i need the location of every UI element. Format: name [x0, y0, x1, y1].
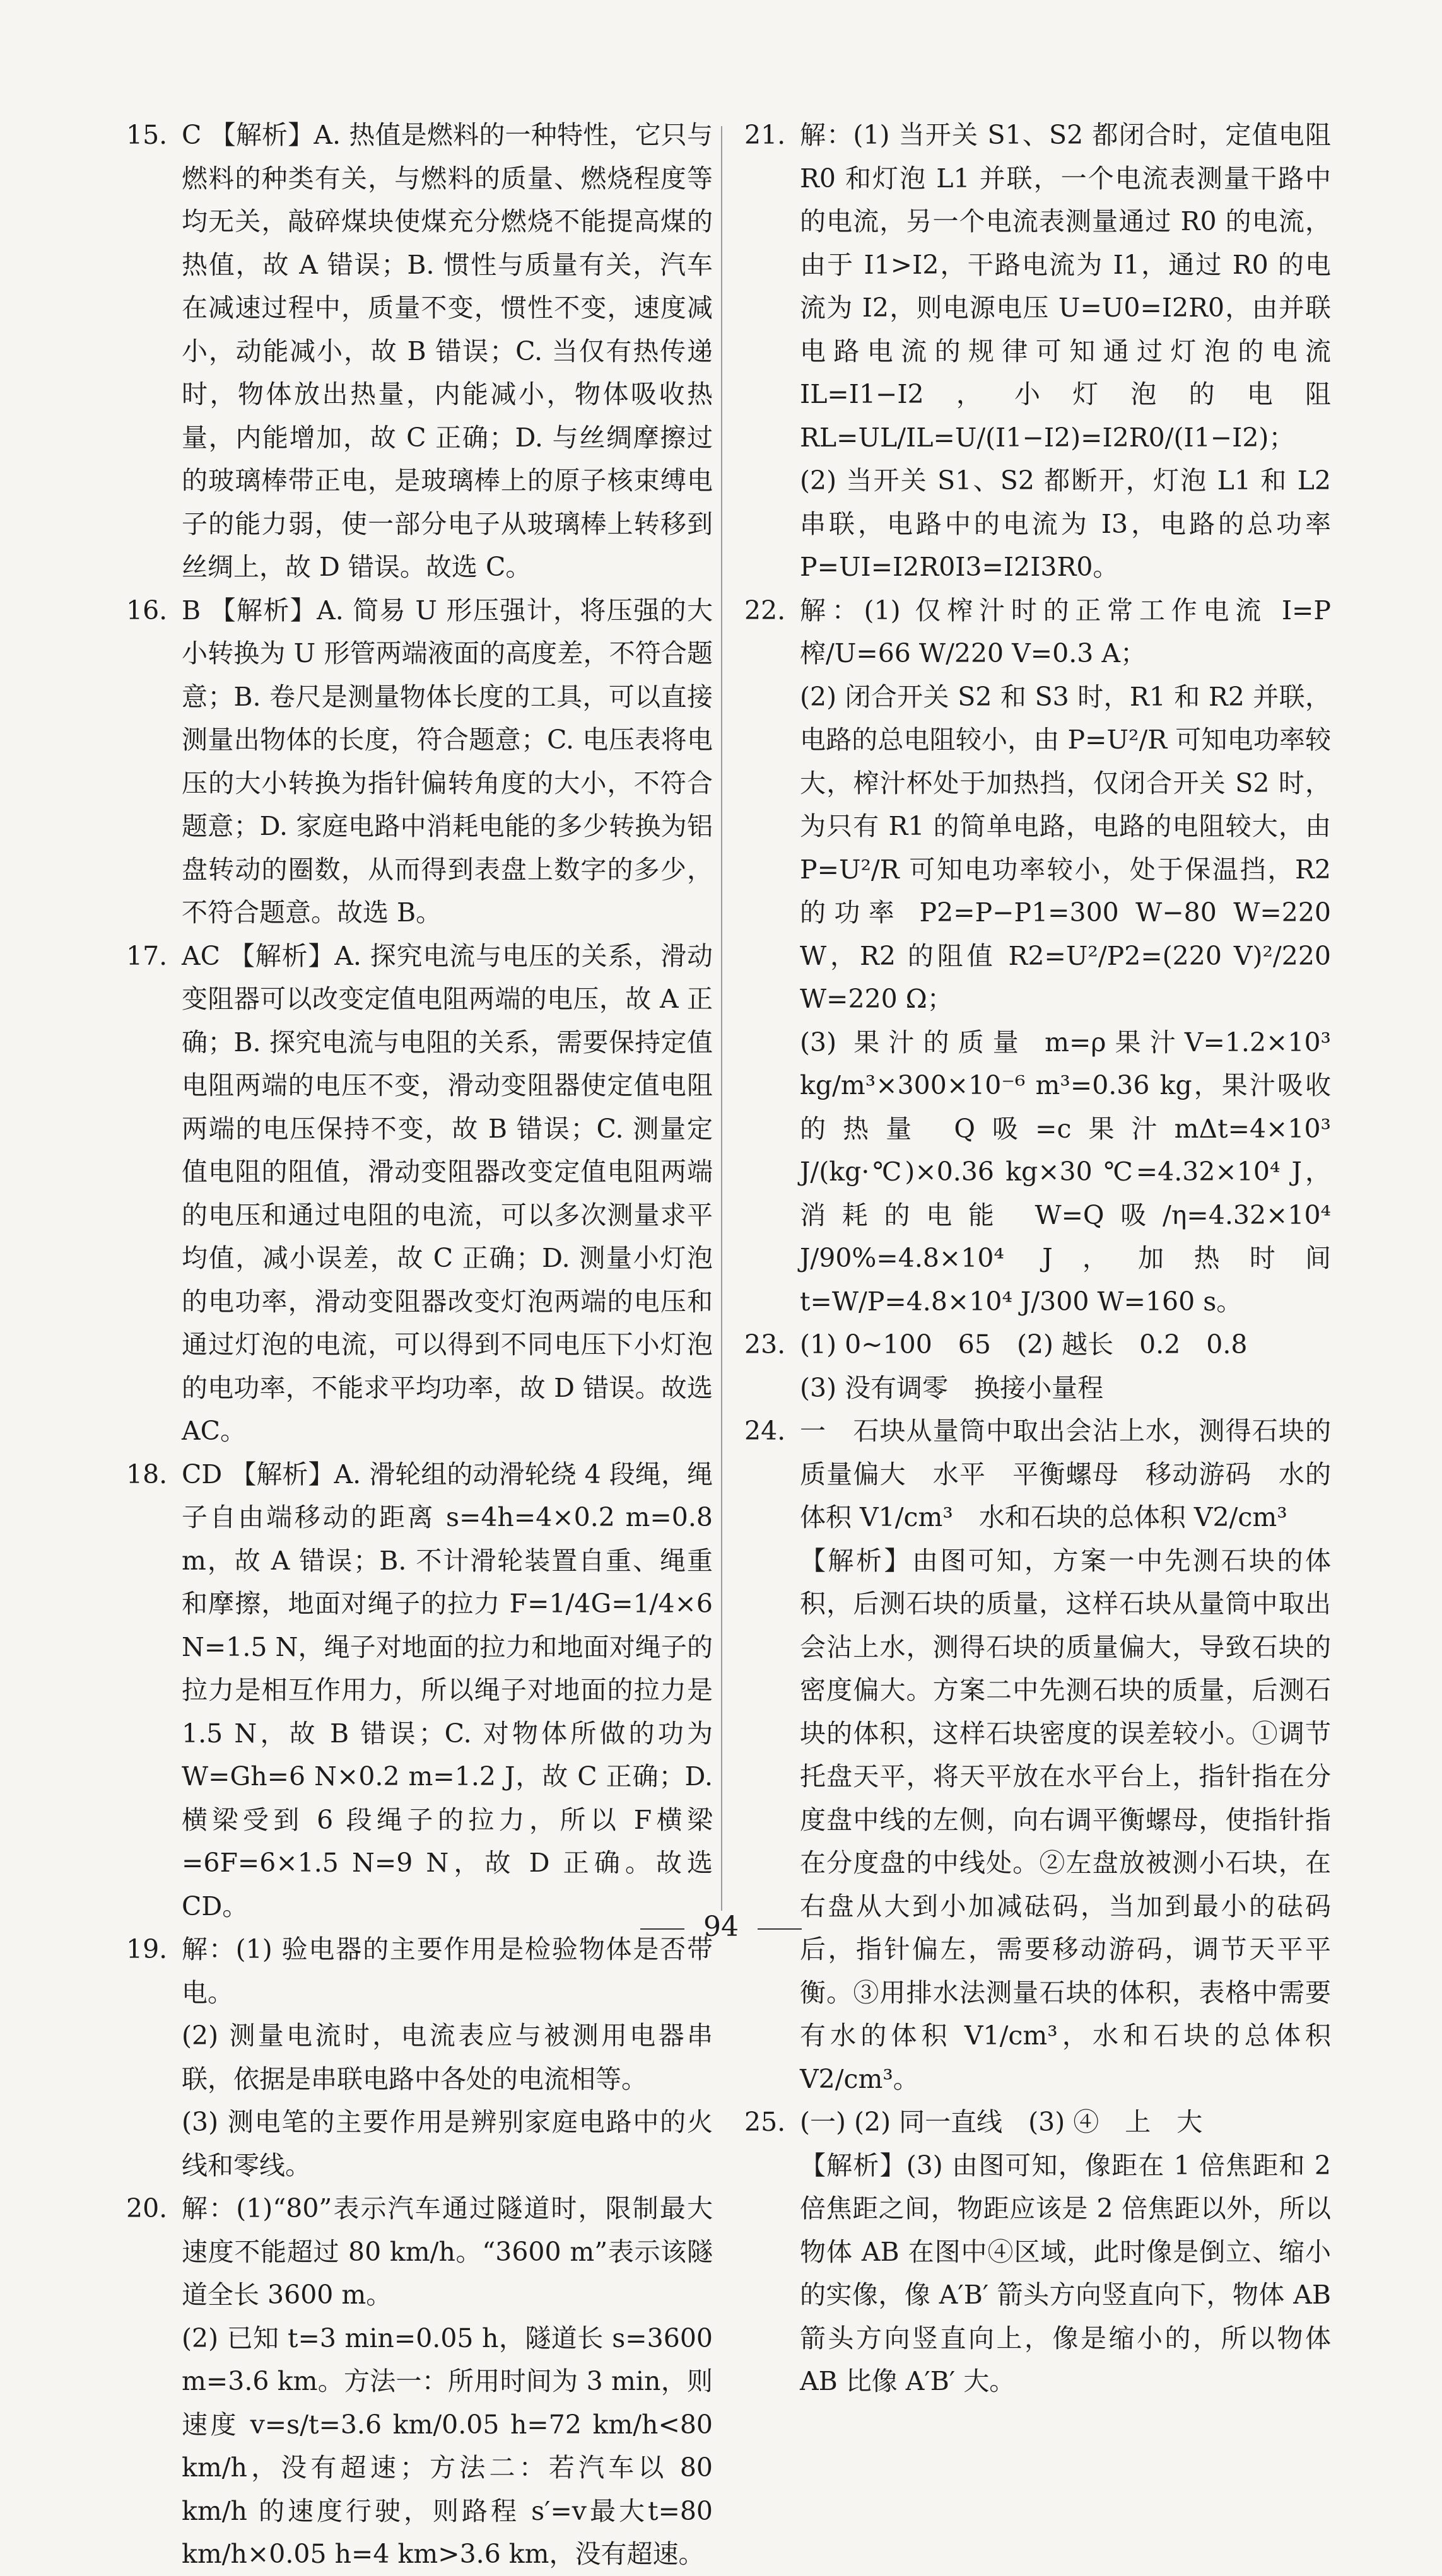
answer-subpart: (3) 测电笔的主要作用是辨别家庭电路中的火线和零线。	[182, 2107, 713, 2181]
answer-subpart: 【解析】(3) 由图可知，像距在 1 倍焦距和 2 倍焦距之间，物距应该是 2 倍焦距以外，所以物体 AB 在图中④区域，此时像是倒立、缩小的实像，像 A′B′ 箭头方向竖直向下，物体 AB 箭头方向竖直向上，像是缩小的，所以物体 AB 比像 A′B′ 大。	[800, 2150, 1331, 2396]
question-number: 21.	[744, 120, 786, 150]
page-number: 94	[703, 1911, 739, 1943]
answer-subpart: (2) 已知 t=3 min=0.05 h，隧道长 s=3600 m=3.6 km。方法一：所用时间为 3 min，则速度 v=s/t=3.6 km/0.05 h=72 km/h<80 km/h，没有超速；方法二：若汽车以 80 km/h 的速度行驶，则路程 s′=v最大t=80 km/h×0.05 h=4 km>3.6 km，没有超速。	[182, 2322, 713, 2569]
answer-subpart: (2) 测量电流时，电流表应与被测用电器串联，依据是串联电路中各处的电流相等。	[182, 2020, 713, 2094]
left-column	[126, 114, 713, 2576]
answer-text: CD 【解析】A. 滑轮组的动滑轮绕 4 段绳，绳子自由端移动的距离 s=4h=4×0.2 m=0.8 m，故 A 错误；B. 不计滑轮装置自重、绳重和摩擦，地面对绳子的拉力 F=1/4G=1/4×6 N=1.5 N，绳子对地面的拉力和地面对绳子的拉力是相互作用力，所以绳子对地面的拉力是 1.5 N，故 B 错误；C. 对物体所做的功为 W=Gh=6 N×0.2 m=1.2 J，故 C 正确；D. 横梁受到 6 段绳子的拉力，所以 F横梁=6F=6×1.5 N=9 N，故 D 正确。故选 CD。	[182, 1459, 713, 1921]
answer-item	[126, 114, 713, 589]
question-number: 19.	[126, 1934, 168, 1964]
answer-text: 解：(1)“80”表示汽车通过隧道时，限制最大速度不能超过 80 km/h。“3600 m”表示该隧道全长 3600 m。	[182, 2193, 713, 2310]
answer-body	[182, 1928, 713, 2187]
question-number: 24.	[744, 1416, 786, 1446]
answer-body	[182, 935, 713, 1453]
question-number: 18.	[126, 1459, 168, 1489]
footer-dash-left	[640, 1928, 684, 1930]
footer-dash-right	[758, 1928, 802, 1930]
answer-body	[182, 1453, 713, 1928]
question-number: 25.	[744, 2107, 786, 2137]
answer-text: (一) (2) 同一直线 (3) ④ 上 大	[800, 2107, 1203, 2137]
answer-item	[744, 589, 1331, 1324]
question-number: 22.	[744, 595, 786, 626]
answer-body	[800, 114, 1331, 589]
answer-text: 一 石块从量筒中取出会沾上水，测得石块的质量偏大 水平 平衡螺母 移动游码 水的体积 V1/cm³ 水和石块的总体积 V2/cm³	[800, 1416, 1331, 1532]
answer-item	[126, 935, 713, 1453]
question-number: 17.	[126, 940, 168, 971]
question-number: 16.	[126, 595, 168, 626]
answer-item	[744, 1323, 1331, 1409]
answer-item	[744, 1409, 1331, 2101]
column-divider	[721, 126, 722, 1911]
answer-body	[182, 114, 713, 589]
answer-text: AC 【解析】A. 探究电流与电压的关系，滑动变阻器可以改变定值电阻两端的电压，故 A 正确；B. 探究电流与电阻的关系，需要保持定值电阻两端的电压不变，滑动变阻器使定值电阻两端的电压保持不变，故 B 错误；C. 测量定值电阻的阻值，滑动变阻器改变定值电阻两端的电压和通过电阻的电流，可以多次测量求平均值，减小误差，故 C 正确；D. 测量小灯泡的电功率，滑动变阻器改变灯泡两端的电压和通过灯泡的电流，可以得到不同电压下小灯泡的电功率，不能求平均功率，故 D 错误。故选 AC。	[182, 940, 713, 1446]
answer-item	[744, 2101, 1331, 2403]
answer-subpart: (2) 当开关 S1、S2 都断开，灯泡 L1 和 L2 串联，电路中的电流为 I3，电路的总功率 P=UI=I2R0I3=I2I3R0。	[800, 465, 1331, 582]
answer-subpart: (3) 果汁的质量 m=ρ果汁V=1.2×10³ kg/m³×300×10⁻⁶ m³=0.36 kg，果汁吸收的热量 Q吸=c果汁mΔt=4×10³ J/(kg·℃)×0.36 kg×30 ℃=4.32×10⁴ J，消耗的电能 W=Q吸/η=4.32×10⁴ J/90%=4.8×10⁴ J，加热时间 t=W/P=4.8×10⁴ J/300 W=160 s。	[800, 1027, 1331, 1317]
right-column	[744, 114, 1331, 2403]
answer-subpart: (2) 闭合开关 S2 和 S3 时，R1 和 R2 并联，电路的总电阻较小，由 P=U²/R 可知电功率较大，榨汁杯处于加热挡，仅闭合开关 S2 时，为只有 R1 的简单电路，电路的电阻较大，由 P=U²/R 可知电功率较小，处于保温挡，R2 的功率 P2=P−P1=300 W−80 W=220 W，R2 的阻值 R2=U²/P2=(220 V)²/220 W=220 Ω；	[800, 681, 1331, 1014]
answer-text: 解：(1) 仅榨汁时的正常工作电流 I=P榨/U=66 W/220 V=0.3 A；	[800, 595, 1331, 668]
answer-body	[800, 589, 1331, 1324]
answer-text: 解：(1) 当开关 S1、S2 都闭合时，定值电阻 R0 和灯泡 L1 并联，一个电流表测量干路中的电流，另一个电流表测量通过 R0 的电流，由于 I1>I2，干路电流为 I1，通过 R0 的电流为 I2，则电源电压 U=U0=I2R0，由并联电路电流的规律可知通过灯泡的电流 IL=I1−I2，小灯泡的电阻 RL=UL/IL=U/(I1−I2)=I2R0/(I1−I2)；	[800, 120, 1331, 453]
answer-body	[800, 1323, 1331, 1409]
answer-text: B 【解析】A. 简易 U 形压强计，将压强的大小转换为 U 形管两端液面的高度差，不符合题意；B. 卷尺是测量物体长度的工具，可以直接测量出物体的长度，符合题意；C. 电压表将电压的大小转换为指针偏转角度的大小，不符合题意；D. 家庭电路中消耗电能的多少转换为铝盘转动的圈数，从而得到表盘上数字的多少，不符合题意。故选 B。	[182, 595, 713, 928]
answer-item	[744, 114, 1331, 589]
answer-subpart: 【解析】由图可知，方案一中先测石块的体积，后测石块的质量，这样石块从量筒中取出会沾上水，测得石块的质量偏大，导致石块的密度偏大。方案二中先测石块的质量，后测石块的体积，这样石块密度的误差较小。①调节托盘天平，将天平放在水平台上，指针指在分度盘中线的左侧，向右调平衡螺母，使指针指在分度盘的中线处。②左盘放被测小石块，在右盘从大到小加减砝码，当加到最小的砝码后，指针偏左，需要移动游码，调节天平平衡。③用排水法测量石块的体积，表格中需要有水的体积 V1/cm³，水和石块的总体积 V2/cm³。	[800, 1545, 1331, 2094]
question-number: 20.	[126, 2193, 168, 2223]
answer-body	[800, 2101, 1331, 2403]
answer-body	[182, 589, 713, 935]
answer-item	[126, 2187, 713, 2576]
answer-subpart: (3) 没有调零 换接小量程	[800, 1372, 1104, 1403]
answer-text: 解：(1) 验电器的主要作用是检验物体是否带电。	[182, 1934, 713, 2008]
answer-item	[126, 1928, 713, 2187]
answer-text: (1) 0~100 65 (2) 越长 0.2 0.8	[800, 1329, 1248, 1360]
question-number: 15.	[126, 120, 168, 150]
answer-body	[182, 2187, 713, 2576]
answer-item	[126, 1453, 713, 1928]
answer-item	[126, 589, 713, 935]
question-number: 23.	[744, 1329, 786, 1360]
answer-body	[800, 1409, 1331, 2101]
answer-text: C 【解析】A. 热值是燃料的一种特性，它只与燃料的种类有关，与燃料的质量、燃烧程度等均无关，敲碎煤块使煤充分燃烧不能提高煤的热值，故 A 错误；B. 惯性与质量有关，汽车在减速过程中，质量不变，惯性不变，速度减小，动能减小，故 B 错误；C. 当仅有热传递时，物体放出热量，内能减小，物体吸收热量，内能增加，故 C 正确；D. 与丝绸摩擦过的玻璃棒带正电，是玻璃棒上的原子核束缚电子的能力弱，使一部分电子从玻璃棒上转移到丝绸上，故 D 错误。故选 C。	[182, 120, 713, 582]
page-footer	[0, 1911, 1442, 1943]
